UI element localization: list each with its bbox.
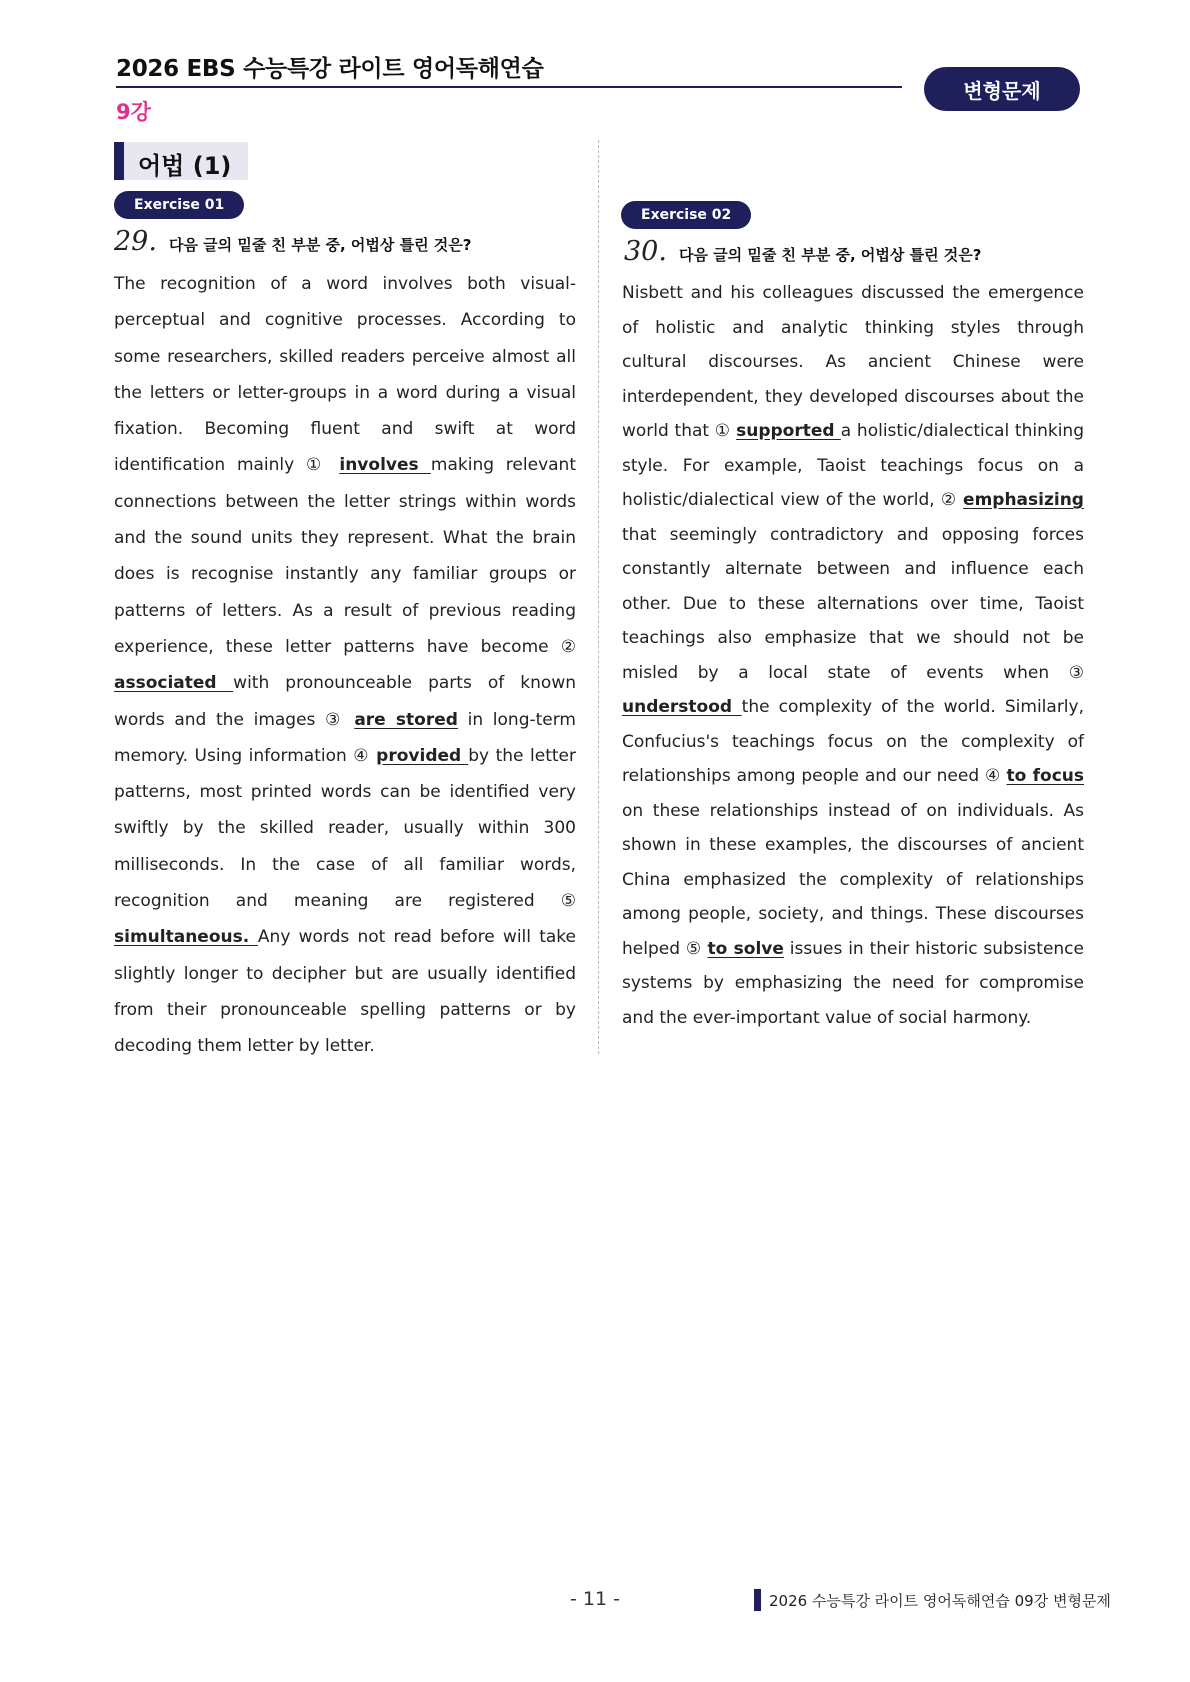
book-title: 2026 EBS 수능특강 라이트 영어독해연습 (116, 56, 544, 82)
exercise-label-2: Exercise 02 (621, 201, 751, 229)
question-text-2: 다음 글의 밑줄 친 부분 중, 어법상 틀린 것은? (678, 246, 982, 264)
passage-text: that seemingly contradictory and opposing forces constantly alternate between and influence each other. Due to these alternations over time, Taoist teachings also emphasize that we should not be misled by a local state of events when (622, 524, 1084, 683)
question-2 (624, 236, 981, 267)
passage-1 (114, 266, 576, 1065)
underlined-choice: provided (376, 745, 469, 766)
choice-marker: ④ (353, 745, 377, 766)
question-number-1: 29. (114, 226, 157, 257)
passage-2 (622, 276, 1084, 1035)
passage-text: a holistic/dialectical thinking style. For example, Taoist teachings focus on a holistic/dialectical view of the world, (622, 421, 1084, 510)
passage-text: making relevant connections between the letter strings within words and the sound units they represent. What the brain does is recognise instantly any familiar groups or patterns of letters. As a result of previous reading experience, these letter patterns have become (114, 455, 576, 657)
underlined-choice: to focus (1006, 766, 1084, 786)
footer (754, 1589, 1111, 1611)
choice-marker: ① (305, 455, 340, 476)
passage-text: by the letter patterns, most printed words can be identified very swiftly by the skilled reader, usually within 300 milliseconds. In the case of all familiar words, recognition and meaning are registered (114, 745, 576, 912)
footer-accent-bar (754, 1589, 761, 1611)
underlined-choice: simultaneous. (114, 927, 258, 948)
passage-text: in long-term memory. Using information (114, 709, 576, 766)
question-number-2: 30. (624, 236, 667, 267)
underlined-choice: associated (114, 673, 234, 694)
passage-text: on these relationships instead of on individuals. As shown in these examples, the discourses of ancient China emphasized the complexity of relationships among people, society, and things. These discourses helped (622, 800, 1084, 959)
passage-text: The recognition of a word involves both visual-perceptual and cognitive processes. According to some researchers, skilled readers perceive almost all the letters or letter-groups in a word during a visual fixation. Becoming fluent and swift at word identification mainly (114, 274, 576, 476)
underlined-choice: to solve (707, 938, 784, 959)
passage-text: Any words not read before will take slightly longer to decipher but are usually identified from their pronounceable spelling patterns or by decoding them letter by letter. (114, 927, 577, 1057)
passage-text: with pronounceable parts of known words and the images (114, 673, 576, 730)
question-1 (114, 226, 471, 257)
page-number: - 11 - (570, 1588, 620, 1610)
passage-text: issues in their historic subsistence systems by emphasizing the need for compromise and the ever-important value of social harmony. (622, 938, 1084, 1028)
section-accent-bar (114, 142, 124, 180)
section-heading (114, 142, 248, 180)
passage-text: the complexity of the world. Similarly, Confucius's teachings focus on the complexity of relationships among people and our need (622, 697, 1084, 786)
choice-marker: ② (940, 490, 964, 510)
underlined-choice: are stored (354, 709, 458, 730)
choice-marker: ⑤ (685, 938, 708, 959)
column-divider (598, 140, 599, 1054)
underlined-choice: emphasizing (963, 490, 1084, 510)
choice-marker: ① (714, 421, 737, 441)
section-title: 어법 (1) (138, 152, 232, 180)
choice-marker: ⑤ (560, 891, 576, 912)
lesson-label: 9강 (116, 100, 151, 124)
header-divider (116, 86, 902, 88)
passage-text: Nisbett and his colleagues discussed the emergence of holistic and analytic thinking styles through cultural discourses. As ancient Chinese were interdependent, they developed discourses about the world that (622, 283, 1084, 441)
choice-marker: ② (560, 636, 576, 657)
variant-badge: 변형문제 (924, 67, 1080, 111)
choice-marker: ③ (1068, 662, 1084, 683)
choice-marker: ③ (325, 709, 355, 730)
choice-marker: ④ (984, 766, 1007, 786)
footer-title: 2026 수능특강 라이트 영어독해연습 09강 변형문제 (769, 1591, 1111, 1610)
underlined-choice: involves (339, 455, 431, 476)
underlined-choice: supported (736, 421, 841, 441)
question-text-1: 다음 글의 밑줄 친 부분 중, 어법상 틀린 것은? (168, 236, 472, 254)
underlined-choice: understood (622, 697, 742, 717)
exercise-label-1: Exercise 01 (114, 191, 244, 219)
